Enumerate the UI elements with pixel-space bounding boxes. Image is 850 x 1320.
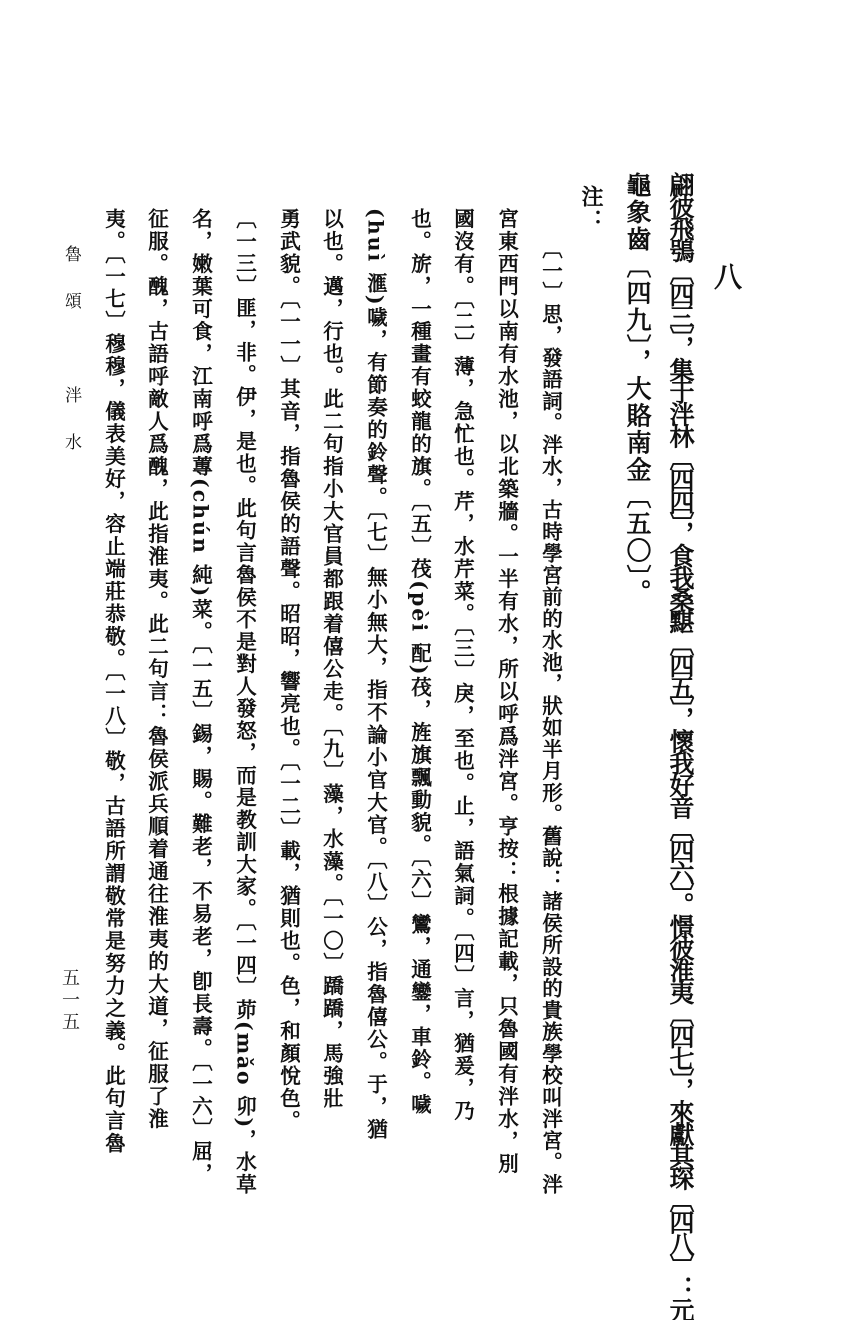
page-number: 五一五 [59, 968, 80, 1034]
note-line-7: 勇武貌。〔一一〕其音，指魯侯的語聲。昭昭，響亮也。〔一二〕載，猶則也。色，和顏悅色。 [276, 208, 301, 1133]
note-line-11: 夷。〔一七〕穆穆，儀表美好，容止端莊恭敬。〔一八〕敬，古語所謂敬常是努力之義。此句言魯 [101, 208, 126, 1155]
section-number: 八 [710, 262, 743, 292]
note-line-8: 〔一三〕匪，非。伊，是也。此句言魯侯不是對人發怒，而是教訓大家。〔一四〕茆(mǎo 卯)，水草 [232, 208, 257, 1196]
note-line-4: 也。旂，一種畫有蛟龍的旗。〔五〕茷(pèi 配)茷，旌旗飄動貌。〔六〕鸞，通鑾，車鈴。噦 [407, 208, 432, 1117]
running-head: 魯頌 泮水 [61, 245, 81, 480]
notes-heading: 注： [578, 185, 604, 233]
note-line-9: 名，嫩葉可食，江南呼爲蓴(chún 純)菜。〔一五〕錫，賜。難老，不易老，卽長壽。〔一六〕屈， [188, 208, 213, 1186]
note-line-2: 宮東西門以南有水池，以北築牆。一半有水，所以呼爲泮宮。亨按：根據記載，只魯國有泮水，別 [494, 208, 519, 1176]
note-line-1: 〔一〕思，發語詞。泮水，古時學宮前的水池，狀如半月形。舊說：諸侯所設的貴族學校叫泮宮。泮 [538, 238, 563, 1195]
poem-line-1: 翩彼飛鴞〔四三〕，集于泮林〔四四〕，食我桑黮〔四五〕，懷我好音〔四六〕。憬彼淮夷〔四七〕，來獻其琛〔四八〕：元 [666, 172, 695, 1320]
note-line-3: 國沒有。〔二〕薄，急忙也。芹，水芹菜。〔三〕戾，至也。止，語氣詞。〔四〕言，猶爰，乃 [450, 208, 475, 1123]
poem-line-2: 龜象齒〔四九〕，大賂南金〔五〇〕。 [623, 172, 652, 606]
note-line-6: 以也。邁，行也。此二句指小大官員都跟着僖公走。〔九〕藻，水藻。〔一〇〕蹻蹻，馬強壯 [319, 208, 344, 1110]
note-line-5: (huì 滙)噦，有節奏的鈴聲。〔七〕無小無大，指不論小官大官。〔八〕公，指魯僖公。于，猶 [363, 208, 388, 1142]
note-line-10: 征服。醜，古語呼敵人爲醜，此指淮夷。此二句言：魯侯派兵順着通往淮夷的大道，征服了淮 [144, 208, 169, 1131]
